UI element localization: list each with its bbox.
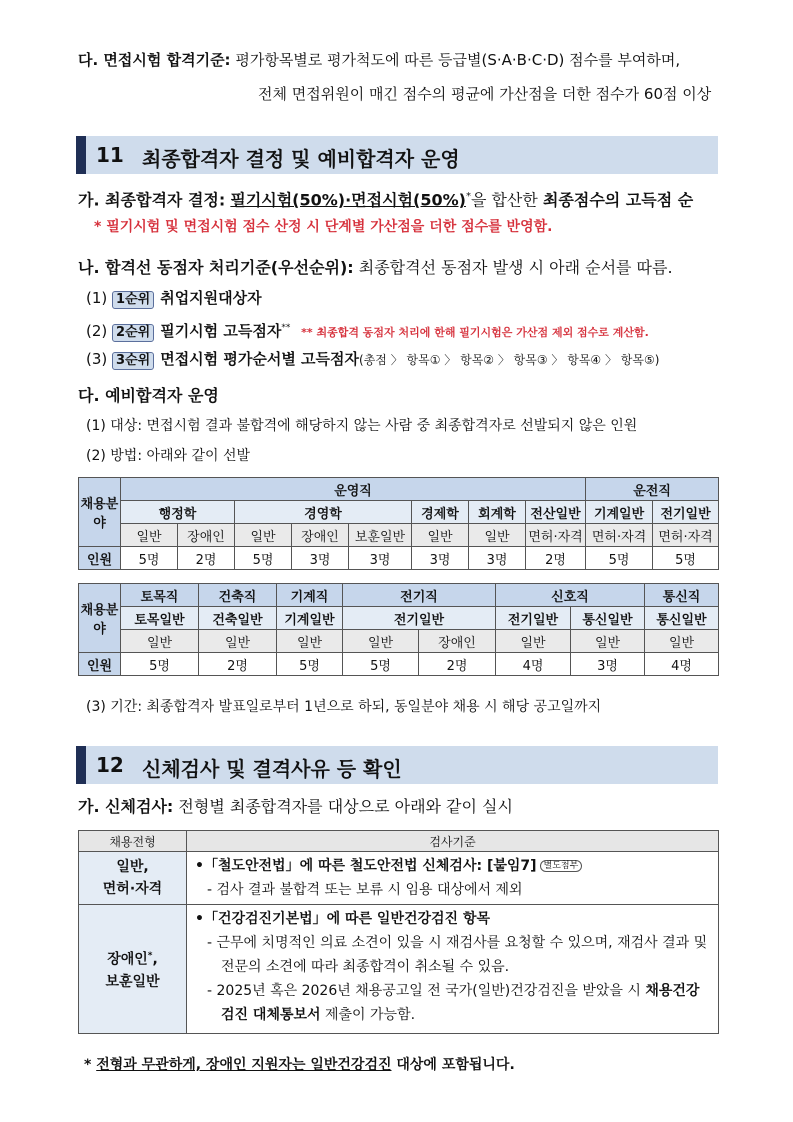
table-row <box>79 607 719 630</box>
type-cell: 보훈일반 <box>349 524 412 547</box>
count-cell: 5명 <box>235 547 292 570</box>
group-cell: 운영직 <box>121 478 586 501</box>
criteria-dash-text: - 2025년 혹은 2026년 채용공고일 전 국가(일반)건강검진을 받았을 시 <box>207 983 641 999</box>
reserve-item-2: (2) 방법: 아래와 같이 선발 <box>86 448 251 464</box>
count-cell: 4명 <box>645 653 719 676</box>
interview-criteria-text2: 전체 면접위원이 매긴 점수의 평균에 가산점을 더한 점수가 60점 이상 <box>258 85 712 103</box>
count-cell: 2명 <box>526 547 586 570</box>
section-bar <box>76 746 86 784</box>
attachment-tag: 별도첨부 <box>540 860 583 872</box>
count-cell: 5명 <box>343 653 419 676</box>
category-line <box>79 945 186 971</box>
count-label: 인원 <box>79 547 121 570</box>
footnote-underlined: 전형과 무관하게, 장애인 지원자는 일반건강검진 <box>96 1057 392 1073</box>
group-cell: 건축직 <box>199 584 277 607</box>
count-cell: 2명 <box>419 653 496 676</box>
final-decision-label: 가. 최종합격자 결정: <box>78 190 226 210</box>
rank-num: (1) <box>86 289 108 307</box>
field-cell: 경영학 <box>235 501 412 524</box>
rank-badge: 1순위 <box>112 291 154 309</box>
reserve-table-1 <box>78 477 719 570</box>
rank-num: (2) <box>86 322 108 340</box>
physical-exam-line <box>78 797 513 817</box>
table-row <box>79 852 719 905</box>
criteria-dash <box>195 979 710 1027</box>
rank-item-2 <box>86 318 649 343</box>
section-number: 11 <box>96 143 124 167</box>
rank-text: 필기시험 고득점자 <box>160 322 282 340</box>
type-cell: 면허·자격 <box>653 524 719 547</box>
field-cell: 건축일반 <box>199 607 277 630</box>
table-row <box>79 653 719 676</box>
category-line: 면허·자격 <box>102 881 163 897</box>
section-12-header <box>76 746 718 784</box>
field-cell: 토목일반 <box>121 607 199 630</box>
group-cell: 전기직 <box>343 584 496 607</box>
table-row <box>79 584 719 607</box>
criteria-dash: - 근무에 치명적인 의료 소견이 있을 시 재검사를 요청할 수 있으며, 재검사 결과 및 전문의 소견에 따라 최종합격이 취소될 수 있음. <box>207 935 708 975</box>
criteria-cell <box>187 905 719 1034</box>
count-label: 인원 <box>79 653 121 676</box>
field-cell: 기계일반 <box>277 607 343 630</box>
table-row <box>79 630 719 653</box>
table-row <box>79 478 719 501</box>
section-title: 신체검사 및 결격사유 등 확인 <box>142 757 402 781</box>
rank-num: (3) <box>86 350 108 368</box>
rank-note: ** 최종합격 동점자 처리에 한해 필기시험은 가산점 제외 점수로 계산함. <box>301 326 649 339</box>
field-cell: 경제학 <box>412 501 469 524</box>
group-cell: 운전직 <box>586 478 719 501</box>
section-number: 12 <box>96 753 124 777</box>
field-cell: 기계일반 <box>586 501 653 524</box>
reserve-label: 다. 예비합격자 운영 <box>78 386 219 405</box>
count-cell: 5명 <box>121 653 199 676</box>
criteria-bullet <box>195 854 710 878</box>
rank-text: 취업지원대상자 <box>160 289 262 307</box>
category-comma: , <box>152 951 158 968</box>
criteria-bullet-text: •「철도안전법」에 따른 철도안전법 신체검사: [붙임7] <box>195 858 537 874</box>
criteria-cell <box>187 852 719 905</box>
col-header-type: 채용전형 <box>79 831 187 852</box>
final-decision-note: * 필기시험 및 면접시험 점수 산정 시 단계별 가산점을 더한 점수를 반영함. <box>94 219 553 235</box>
tie-rule-label: 나. 합격선 동점자 처리기준(우선순위): <box>78 258 354 277</box>
final-decision-ratio: 필기시험(50%)·면접시험(50%) <box>230 190 466 210</box>
type-cell: 장애인 <box>292 524 349 547</box>
criteria-bullet: •「건강검진기본법」에 따른 일반건강검진 항목 <box>195 911 491 927</box>
type-cell: 면허·자격 <box>526 524 586 547</box>
physical-exam-label: 가. 신체검사: <box>78 797 174 816</box>
tie-rule-text: 최종합격선 동점자 발생 시 아래 순서를 따름. <box>358 258 673 277</box>
category-cell <box>79 852 187 905</box>
type-cell: 일반 <box>412 524 469 547</box>
count-cell: 5명 <box>586 547 653 570</box>
table-row <box>79 524 719 547</box>
table-row <box>79 547 719 570</box>
type-cell: 장애인 <box>178 524 235 547</box>
rank-badge: 3순위 <box>112 352 154 370</box>
count-cell: 2명 <box>199 653 277 676</box>
section-11-header <box>76 136 718 174</box>
rank-badge: 2순위 <box>112 324 154 342</box>
field-cell: 전기일반 <box>343 607 496 630</box>
group-cell: 신호직 <box>496 584 645 607</box>
type-cell: 일반 <box>645 630 719 653</box>
field-cell: 전기일반 <box>653 501 719 524</box>
criteria-dash: - 검사 결과 불합격 또는 보류 시 임용 대상에서 제외 <box>207 882 523 898</box>
category-cell <box>79 905 187 1034</box>
rank-item-3 <box>86 349 659 370</box>
physical-exam-text: 전형별 최종합격자를 대상으로 아래와 같이 실시 <box>178 797 513 816</box>
category-line: 일반, <box>116 859 149 875</box>
physical-exam-table <box>78 830 719 1034</box>
criteria-dash-bold: 채용건강검진 대체통보서 <box>221 983 700 1023</box>
reserve-item-3: (3) 기간: 최종합격자 발표일로부터 1년으로 하되, 동일분야 채용 시 해당 공고일까지 <box>86 699 602 715</box>
type-cell: 일반 <box>199 630 277 653</box>
count-cell: 3명 <box>571 653 645 676</box>
type-cell: 일반 <box>277 630 343 653</box>
field-cell: 전기일반 <box>496 607 571 630</box>
count-cell: 3명 <box>292 547 349 570</box>
table-row <box>79 831 719 852</box>
rank-extra: (총점 〉 항목① 〉 항목② 〉 항목③ 〉 항목④ 〉 항목⑤) <box>359 353 660 367</box>
type-cell: 일반 <box>571 630 645 653</box>
interview-criteria-label: 다. 면접시험 합격기준: <box>78 51 231 69</box>
type-cell: 일반 <box>235 524 292 547</box>
section-title: 최종합격자 결정 및 예비합격자 운영 <box>142 147 460 171</box>
type-cell: 일반 <box>121 524 178 547</box>
section-bar <box>76 136 86 174</box>
count-cell: 3명 <box>349 547 412 570</box>
count-cell: 3명 <box>469 547 526 570</box>
group-cell: 통신직 <box>645 584 719 607</box>
field-cell: 회계학 <box>469 501 526 524</box>
footnote-rest: 대상에 포함됩니다. <box>396 1057 515 1073</box>
reserve-table-2 <box>78 583 719 676</box>
type-cell: 일반 <box>121 630 199 653</box>
field-cell: 행정학 <box>121 501 235 524</box>
group-cell: 기계직 <box>277 584 343 607</box>
table-row <box>79 905 719 1034</box>
count-cell: 2명 <box>178 547 235 570</box>
count-cell: 5명 <box>653 547 719 570</box>
category-text: 장애인 <box>107 951 148 968</box>
field-cell: 통신일반 <box>571 607 645 630</box>
criteria-dash-end: 제출이 가능함. <box>325 1007 416 1023</box>
reserve-item-1: (1) 대상: 면접시험 결과 불합격에 해당하지 않는 사람 중 최종합격자로 선발되지 않은 인원 <box>86 418 638 434</box>
rank-text: 면접시험 평가순서별 고득점자 <box>160 350 360 368</box>
field-label: 채용분야 <box>80 603 119 637</box>
field-label: 채용분야 <box>80 497 119 531</box>
count-cell: 4명 <box>496 653 571 676</box>
field-label-cell <box>79 478 121 547</box>
footnote-star: * <box>84 1057 92 1073</box>
field-label-cell <box>79 584 121 653</box>
col-header-criteria: 검사기준 <box>187 831 719 852</box>
field-cell: 전산일반 <box>526 501 586 524</box>
category-line: 보훈일반 <box>105 973 160 990</box>
type-cell: 면허·자격 <box>586 524 653 547</box>
interview-criteria-line1 <box>78 50 680 70</box>
type-cell: 장애인 <box>419 630 496 653</box>
rank-sup: ** <box>281 323 291 333</box>
interview-criteria-text1: 평가항목별로 평가척도에 따른 등급별(S·A·B·C·D) 점수를 부여하며, <box>235 51 681 69</box>
count-cell: 5명 <box>121 547 178 570</box>
table-row <box>79 501 719 524</box>
final-decision-line <box>78 187 693 210</box>
final-decision-order: 최종점수의 고득점 순 <box>542 190 694 210</box>
final-decision-mid: 을 합산한 <box>470 190 538 210</box>
final-decision-sup: * <box>465 191 471 202</box>
group-cell: 토목직 <box>121 584 199 607</box>
count-cell: 3명 <box>412 547 469 570</box>
count-cell: 5명 <box>277 653 343 676</box>
footnote <box>84 1055 515 1075</box>
category-sup: * <box>147 951 153 962</box>
type-cell: 일반 <box>469 524 526 547</box>
tie-rule-line <box>78 258 673 278</box>
type-cell: 일반 <box>343 630 419 653</box>
rank-item-1 <box>86 288 262 309</box>
type-cell: 일반 <box>496 630 571 653</box>
field-cell: 통신일반 <box>645 607 719 630</box>
